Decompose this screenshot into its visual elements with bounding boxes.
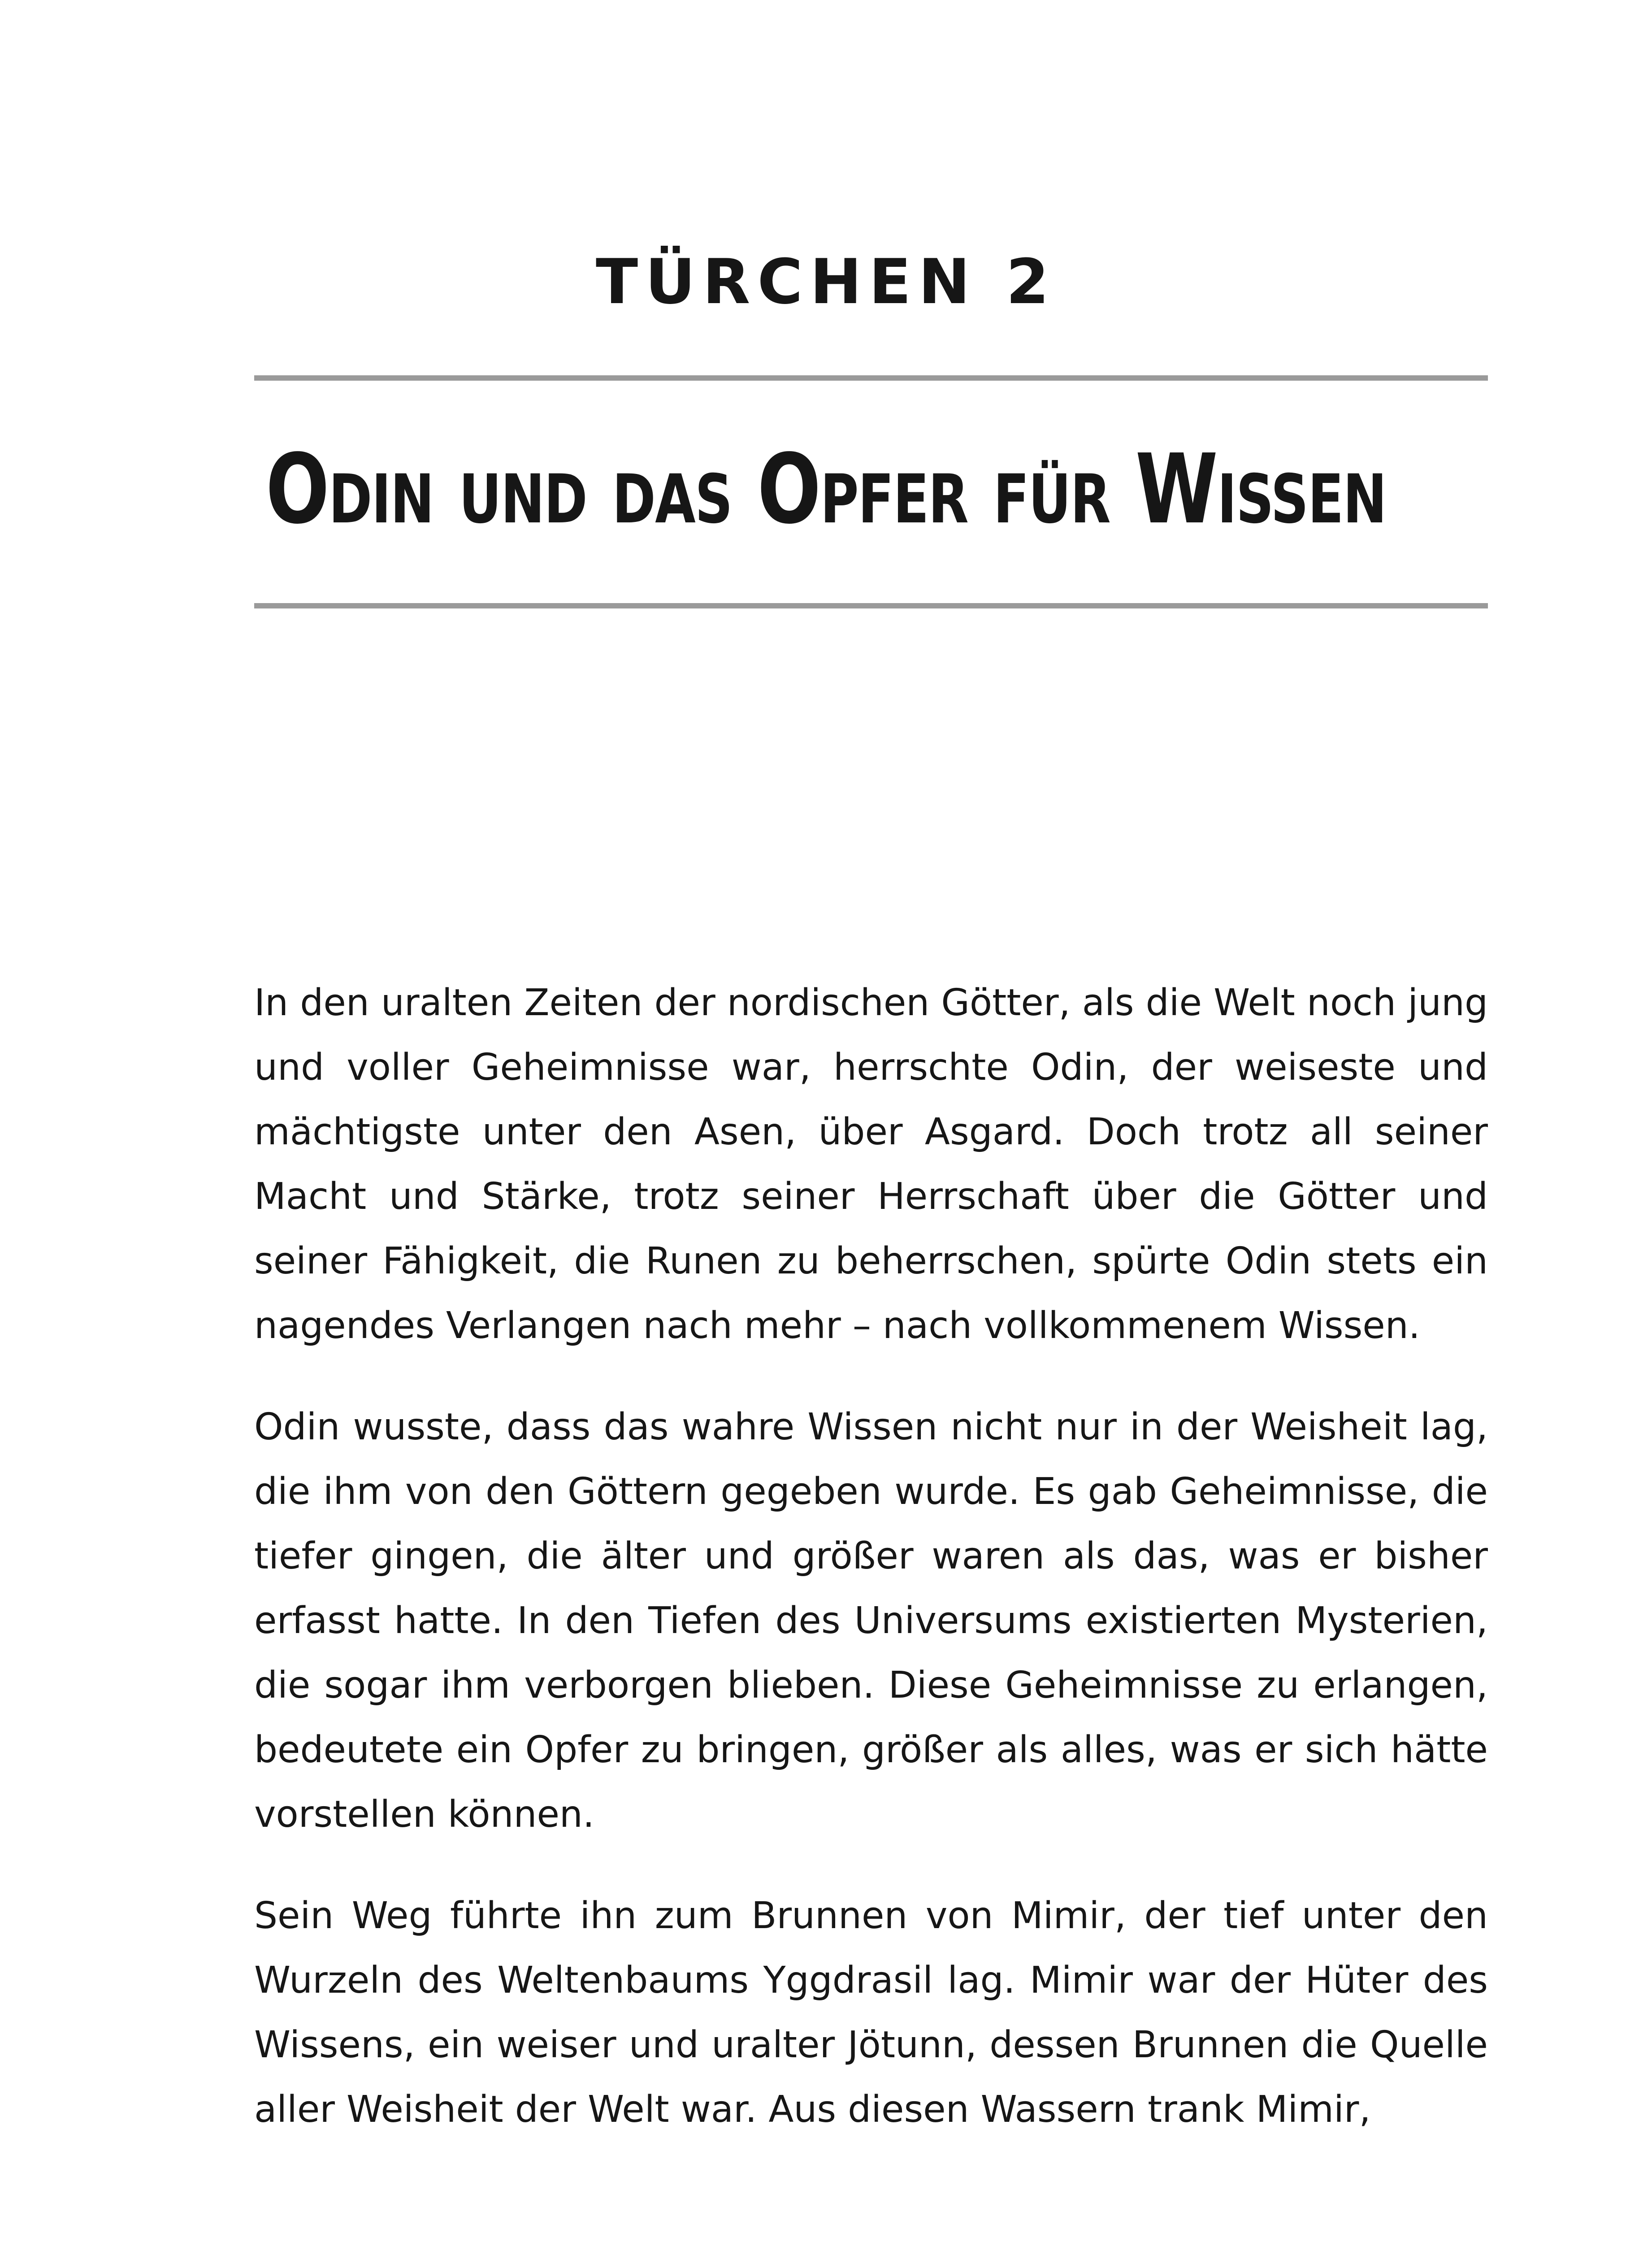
paragraph-1: In den uralten Zeiten der nordischen Götter, als die Welt noch jung und voller Geheimnisse war, herrschte Odin, der weiseste und mächtigste unter den Asen, über Asgard. Doch trotz all seiner Macht und Stärke, trotz seiner Herrschaft über die Götter und seiner Fähigkeit, die Runen zu beherrschen, spürte Odin stets ein nagendes Verlangen nach mehr – nach vollkommenem Wissen.: [254, 982, 1488, 1347]
top-divider: [254, 375, 1488, 381]
body-text: [254, 971, 1488, 2179]
paragraph-2: Odin wusste, dass das wahre Wissen nicht nur in der Weisheit lag, die ihm von den Göttern gegeben wurde. Es gab Geheimnisse, die tiefer gingen, die älter und größer waren als das, was er bisher erfasst hatte. In den Tiefen des Universums existierten Mysterien, die sogar ihm verborgen blieben. Diese Geheimnisse zu erlangen, bedeutete ein Opfer zu bringen, größer als alles, was er sich hätte vorstellen können.: [254, 1406, 1488, 1836]
bottom-divider: [254, 603, 1488, 608]
paragraph-3: Sein Weg führte ihn zum Brunnen von Mimir, der tief unter den Wurzeln des Weltenbaums Yggdrasil lag. Mimir war der Hüter des Wissens, ein weiser und uralter Jötunn, dessen Brunnen die Quelle aller Weisheit der Welt war. Aus diesen Wassern trank Mimir,: [254, 1894, 1488, 2131]
chapter-title: Odin und das Opfer für Wissen: [265, 434, 1387, 545]
chapter-label: TÜRCHEN 2: [595, 246, 1057, 318]
